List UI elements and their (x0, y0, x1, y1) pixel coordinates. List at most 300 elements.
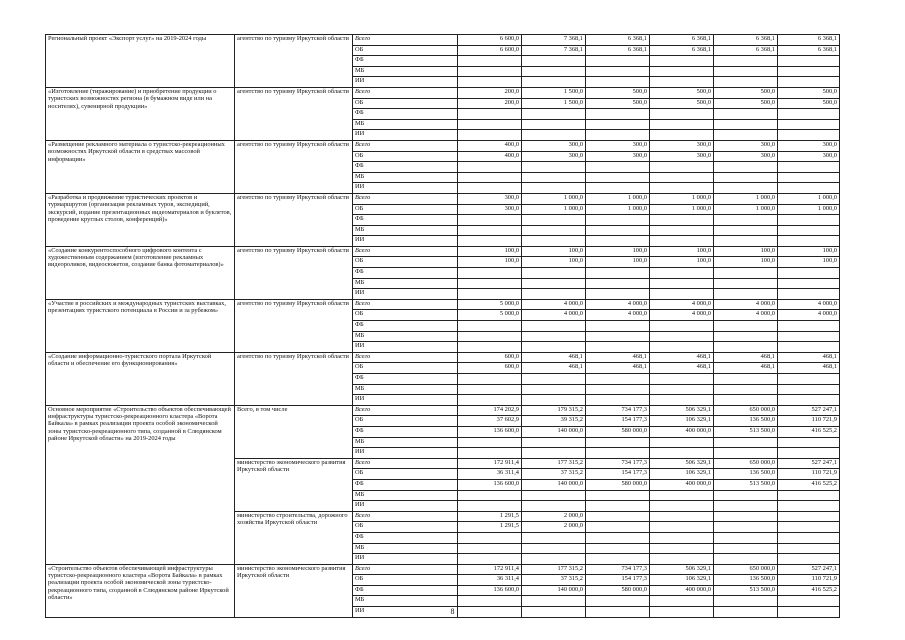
value-cell: 136 600,0 (458, 426, 522, 437)
funding-source: Всего (353, 405, 458, 416)
value-cell: 300,0 (458, 193, 522, 204)
value-cell: 506 329,1 (650, 405, 714, 416)
value-cell (650, 437, 714, 448)
value-cell (650, 172, 714, 183)
responsible-agency: агентство по туризму Иркутской области (235, 246, 353, 299)
responsible-agency: министерство экономического развития Иркутской области (235, 564, 353, 617)
value-cell: 136 600,0 (458, 479, 522, 490)
value-cell: 300,0 (714, 140, 778, 151)
value-cell (522, 342, 586, 353)
value-cell (458, 183, 522, 194)
value-cell: 506 329,1 (650, 564, 714, 575)
value-cell (458, 543, 522, 554)
funding-source: ОБ (353, 98, 458, 109)
value-cell (714, 66, 778, 77)
value-cell: 468,1 (522, 352, 586, 363)
value-cell (778, 490, 840, 501)
value-cell (586, 384, 650, 395)
value-cell (586, 374, 650, 385)
value-cell (650, 511, 714, 522)
value-cell: 468,1 (714, 352, 778, 363)
value-cell (522, 554, 586, 565)
value-cell (650, 342, 714, 353)
value-cell (586, 109, 650, 120)
funding-source: Всего (353, 299, 458, 310)
value-cell (458, 490, 522, 501)
value-cell (714, 532, 778, 543)
value-cell: 6 368,1 (650, 45, 714, 56)
funding-source: ОБ (353, 469, 458, 480)
value-cell (458, 109, 522, 120)
value-cell: 154 177,3 (586, 416, 650, 427)
value-cell: 1 000,0 (586, 193, 650, 204)
value-cell (714, 395, 778, 406)
value-cell (586, 596, 650, 607)
measure-title: Региональный проект «Экспорт услуг» на 2019-2024 годы (46, 35, 235, 88)
value-cell: 1 000,0 (522, 193, 586, 204)
value-cell: 4 000,0 (586, 299, 650, 310)
value-cell (650, 109, 714, 120)
funding-source: Всего (353, 458, 458, 469)
value-cell: 200,0 (458, 87, 522, 98)
value-cell (586, 236, 650, 247)
value-cell (586, 342, 650, 353)
funding-source: Всего (353, 564, 458, 575)
value-cell (714, 77, 778, 88)
value-cell (650, 395, 714, 406)
value-cell: 4 000,0 (522, 299, 586, 310)
funding-source: ФБ (353, 426, 458, 437)
value-cell (458, 532, 522, 543)
value-cell (650, 268, 714, 279)
value-cell: 513 500,0 (714, 426, 778, 437)
table-row (46, 246, 840, 257)
value-cell (714, 554, 778, 565)
value-cell (522, 501, 586, 512)
value-cell: 36 311,4 (458, 575, 522, 586)
funding-source: Всего (353, 511, 458, 522)
value-cell (586, 490, 650, 501)
value-cell (714, 130, 778, 141)
value-cell (586, 225, 650, 236)
funding-source: ФБ (353, 215, 458, 226)
funding-source: ИИ (353, 607, 458, 618)
value-cell (586, 162, 650, 173)
value-cell: 136 600,0 (458, 585, 522, 596)
value-cell (778, 437, 840, 448)
value-cell: 140 000,0 (522, 426, 586, 437)
value-cell: 468,1 (778, 352, 840, 363)
value-cell (522, 543, 586, 554)
value-cell (586, 268, 650, 279)
value-cell (778, 395, 840, 406)
value-cell (522, 172, 586, 183)
value-cell: 468,1 (778, 363, 840, 374)
value-cell: 580 000,0 (586, 479, 650, 490)
table-row (46, 35, 840, 46)
value-cell (650, 225, 714, 236)
value-cell (522, 532, 586, 543)
value-cell (586, 522, 650, 533)
value-cell: 4 000,0 (522, 310, 586, 321)
value-cell (650, 448, 714, 459)
value-cell (586, 543, 650, 554)
value-cell: 6 368,1 (714, 45, 778, 56)
value-cell (522, 215, 586, 226)
value-cell (458, 66, 522, 77)
funding-source: ИИ (353, 130, 458, 141)
value-cell: 39 315,2 (522, 416, 586, 427)
value-cell (458, 342, 522, 353)
value-cell (586, 321, 650, 332)
value-cell: 4 000,0 (714, 299, 778, 310)
value-cell (650, 543, 714, 554)
value-cell (778, 183, 840, 194)
value-cell (714, 522, 778, 533)
value-cell (522, 109, 586, 120)
value-cell: 174 202,9 (458, 405, 522, 416)
value-cell: 300,0 (458, 204, 522, 215)
value-cell: 4 000,0 (650, 310, 714, 321)
value-cell (458, 278, 522, 289)
value-cell (522, 374, 586, 385)
value-cell (714, 374, 778, 385)
value-cell (522, 77, 586, 88)
value-cell (650, 278, 714, 289)
value-cell (650, 374, 714, 385)
value-cell: 7 368,1 (522, 35, 586, 46)
funding-source: ИИ (353, 395, 458, 406)
value-cell (650, 119, 714, 130)
value-cell: 100,0 (458, 246, 522, 257)
value-cell (458, 215, 522, 226)
value-cell: 1 000,0 (586, 204, 650, 215)
value-cell: 600,0 (458, 352, 522, 363)
value-cell (586, 554, 650, 565)
responsible-agency: агентство по туризму Иркутской области (235, 35, 353, 88)
value-cell: 4 000,0 (650, 299, 714, 310)
value-cell: 400 000,0 (650, 585, 714, 596)
value-cell (522, 321, 586, 332)
value-cell: 1 000,0 (650, 193, 714, 204)
value-cell (714, 215, 778, 226)
value-cell (650, 596, 714, 607)
value-cell: 513 500,0 (714, 585, 778, 596)
value-cell: 600,0 (458, 363, 522, 374)
value-cell (458, 321, 522, 332)
value-cell (650, 215, 714, 226)
budget-table (45, 34, 840, 618)
value-cell: 6 600,0 (458, 35, 522, 46)
value-cell (778, 130, 840, 141)
value-cell (586, 172, 650, 183)
value-cell: 177 315,2 (522, 458, 586, 469)
value-cell (778, 342, 840, 353)
funding-source: Всего (353, 87, 458, 98)
value-cell (778, 225, 840, 236)
measure-title: «Строительство объектов обеспечивающей инфраструктуры туристско-рекреационного кластера «Ворота Байкала» в рамках реализации проекта особой экономической зоны туристско-рекреационного типа, созданной в Слюдянском районе Иркутской области» (46, 564, 235, 617)
value-cell: 1 000,0 (714, 204, 778, 215)
value-cell: 100,0 (650, 257, 714, 268)
value-cell (458, 130, 522, 141)
funding-source: Всего (353, 193, 458, 204)
value-cell (778, 215, 840, 226)
value-cell (586, 119, 650, 130)
value-cell: 506 329,1 (650, 458, 714, 469)
value-cell (522, 225, 586, 236)
value-cell (778, 289, 840, 300)
funding-source: ОБ (353, 522, 458, 533)
funding-source: ОБ (353, 310, 458, 321)
value-cell: 6 368,1 (714, 35, 778, 46)
value-cell: 5 000,0 (458, 310, 522, 321)
value-cell (778, 56, 840, 67)
value-cell (458, 395, 522, 406)
value-cell (522, 278, 586, 289)
value-cell (778, 374, 840, 385)
table-row (46, 87, 840, 98)
funding-source: Всего (353, 352, 458, 363)
value-cell: 100,0 (586, 257, 650, 268)
funding-source: Всего (353, 140, 458, 151)
table-row (46, 140, 840, 151)
value-cell (650, 162, 714, 173)
value-cell: 1 000,0 (778, 204, 840, 215)
value-cell: 140 000,0 (522, 479, 586, 490)
value-cell (522, 119, 586, 130)
value-cell: 4 000,0 (778, 310, 840, 321)
value-cell (714, 596, 778, 607)
value-cell (586, 77, 650, 88)
value-cell: 4 000,0 (778, 299, 840, 310)
funding-source: Всего (353, 246, 458, 257)
value-cell (586, 278, 650, 289)
measure-title: «Изготовление (тиражирование) и приобретение продукции о туристских возможностях региона (в бумажном виде или на носителях), сувенирной продукции» (46, 87, 235, 140)
funding-source: ИИ (353, 77, 458, 88)
value-cell (586, 437, 650, 448)
value-cell (714, 501, 778, 512)
value-cell: 100,0 (458, 257, 522, 268)
value-cell: 4 000,0 (714, 310, 778, 321)
value-cell: 154 177,3 (586, 575, 650, 586)
value-cell: 300,0 (522, 151, 586, 162)
funding-source: ИИ (353, 448, 458, 459)
value-cell (714, 225, 778, 236)
value-cell: 734 177,3 (586, 458, 650, 469)
value-cell: 734 177,3 (586, 405, 650, 416)
value-cell: 500,0 (586, 87, 650, 98)
funding-source: МБ (353, 596, 458, 607)
value-cell (778, 522, 840, 533)
value-cell: 513 500,0 (714, 479, 778, 490)
value-cell (650, 321, 714, 332)
value-cell: 1 291,5 (458, 511, 522, 522)
measure-title: «Создание конкурентоспособного цифрового контента с художественным содержанием (изготовление рекламных видеороликов, видеосюжетов, создание банка фотоматериалов)» (46, 246, 235, 299)
value-cell: 140 000,0 (522, 585, 586, 596)
value-cell: 1 500,0 (522, 87, 586, 98)
value-cell (650, 501, 714, 512)
value-cell (586, 395, 650, 406)
value-cell: 154 177,3 (586, 469, 650, 480)
value-cell: 4 000,0 (586, 310, 650, 321)
budget-table-body (46, 35, 840, 618)
value-cell (778, 331, 840, 342)
value-cell (778, 596, 840, 607)
value-cell: 468,1 (650, 352, 714, 363)
value-cell: 468,1 (522, 363, 586, 374)
value-cell (650, 236, 714, 247)
value-cell: 7 368,1 (522, 45, 586, 56)
responsible-agency: министерство строительства, дорожного хозяйства Иркутской области (235, 511, 353, 564)
value-cell: 580 000,0 (586, 585, 650, 596)
value-cell: 500,0 (650, 87, 714, 98)
value-cell (458, 374, 522, 385)
value-cell: 416 525,2 (778, 479, 840, 490)
value-cell (778, 172, 840, 183)
funding-source: Всего (353, 35, 458, 46)
funding-source: ИИ (353, 183, 458, 194)
value-cell (778, 511, 840, 522)
value-cell (458, 596, 522, 607)
value-cell (714, 437, 778, 448)
value-cell (650, 183, 714, 194)
value-cell: 527 247,1 (778, 564, 840, 575)
value-cell: 300,0 (586, 151, 650, 162)
value-cell (522, 66, 586, 77)
value-cell (714, 236, 778, 247)
value-cell (778, 532, 840, 543)
value-cell: 300,0 (586, 140, 650, 151)
value-cell (522, 596, 586, 607)
value-cell: 6 368,1 (586, 35, 650, 46)
value-cell: 400,0 (458, 140, 522, 151)
funding-source: ИИ (353, 342, 458, 353)
value-cell: 400 000,0 (650, 479, 714, 490)
funding-source: ФБ (353, 479, 458, 490)
value-cell: 500,0 (650, 98, 714, 109)
value-cell: 110 721,9 (778, 575, 840, 586)
value-cell (714, 543, 778, 554)
value-cell (458, 172, 522, 183)
value-cell: 1 000,0 (650, 204, 714, 215)
value-cell (458, 437, 522, 448)
value-cell (714, 321, 778, 332)
table-row (46, 299, 840, 310)
value-cell (586, 56, 650, 67)
value-cell (586, 183, 650, 194)
value-cell: 136 500,0 (714, 469, 778, 480)
value-cell (714, 511, 778, 522)
value-cell: 172 911,4 (458, 458, 522, 469)
value-cell (778, 66, 840, 77)
value-cell (778, 543, 840, 554)
value-cell: 300,0 (650, 151, 714, 162)
funding-source: ФБ (353, 585, 458, 596)
value-cell (586, 532, 650, 543)
value-cell: 106 329,1 (650, 416, 714, 427)
value-cell: 6 368,1 (778, 35, 840, 46)
funding-source: МБ (353, 172, 458, 183)
value-cell (522, 268, 586, 279)
value-cell: 136 500,0 (714, 416, 778, 427)
value-cell (650, 490, 714, 501)
funding-source: ОБ (353, 257, 458, 268)
value-cell: 200,0 (458, 98, 522, 109)
value-cell (458, 162, 522, 173)
funding-source: ФБ (353, 321, 458, 332)
value-cell (586, 501, 650, 512)
value-cell (522, 183, 586, 194)
responsible-agency: агентство по туризму Иркутской области (235, 299, 353, 352)
funding-source: ИИ (353, 236, 458, 247)
value-cell (714, 172, 778, 183)
table-row (46, 352, 840, 363)
value-cell (458, 268, 522, 279)
value-cell (714, 331, 778, 342)
value-cell (458, 236, 522, 247)
value-cell: 6 368,1 (586, 45, 650, 56)
value-cell: 37 315,2 (522, 469, 586, 480)
value-cell (778, 236, 840, 247)
value-cell: 1 291,5 (458, 522, 522, 533)
funding-source: ОБ (353, 45, 458, 56)
value-cell (458, 56, 522, 67)
value-cell: 106 329,1 (650, 575, 714, 586)
value-cell: 1 500,0 (522, 98, 586, 109)
responsible-agency: агентство по туризму Иркутской области (235, 352, 353, 405)
value-cell (522, 490, 586, 501)
value-cell (458, 448, 522, 459)
value-cell: 100,0 (714, 246, 778, 257)
responsible-agency: агентство по туризму Иркутской области (235, 140, 353, 193)
measure-title: Основное мероприятие «Строительство объектов обеспечивающей инфраструктуры туристско-рекреационного кластера «Ворота Байкала» в рамках реализации проекта особой экономической зоны туристско-рекреационного типа, созданной в Слюдянском районе Иркутской области» на 2019-2024 годы (46, 405, 235, 564)
funding-source: МБ (353, 437, 458, 448)
measure-title: «Размещение рекламного материала о туристско-рекреационных возможностях Иркутской области в средствах массовой информации» (46, 140, 235, 193)
funding-source: ОБ (353, 575, 458, 586)
value-cell: 500,0 (714, 98, 778, 109)
value-cell: 300,0 (522, 140, 586, 151)
value-cell: 300,0 (650, 140, 714, 151)
funding-source: ФБ (353, 374, 458, 385)
funding-source: ФБ (353, 532, 458, 543)
funding-source: ФБ (353, 268, 458, 279)
value-cell (458, 501, 522, 512)
value-cell: 500,0 (714, 87, 778, 98)
value-cell (586, 511, 650, 522)
value-cell (714, 56, 778, 67)
table-row (46, 405, 840, 416)
value-cell (650, 384, 714, 395)
value-cell: 100,0 (778, 246, 840, 257)
value-cell (458, 77, 522, 88)
responsible-agency: министерство экономического развития Иркутской области (235, 458, 353, 511)
value-cell: 1 000,0 (778, 193, 840, 204)
value-cell (522, 289, 586, 300)
measure-title: «Создание информационно-туристского портала Иркутской области и обеспечение его функционирования» (46, 352, 235, 405)
funding-source: МБ (353, 225, 458, 236)
value-cell (458, 289, 522, 300)
value-cell: 500,0 (586, 98, 650, 109)
value-cell: 300,0 (714, 151, 778, 162)
value-cell (586, 215, 650, 226)
value-cell: 100,0 (586, 246, 650, 257)
value-cell (458, 119, 522, 130)
funding-source: МБ (353, 543, 458, 554)
value-cell (714, 162, 778, 173)
value-cell: 110 721,9 (778, 416, 840, 427)
table-row (46, 193, 840, 204)
value-cell: 100,0 (650, 246, 714, 257)
